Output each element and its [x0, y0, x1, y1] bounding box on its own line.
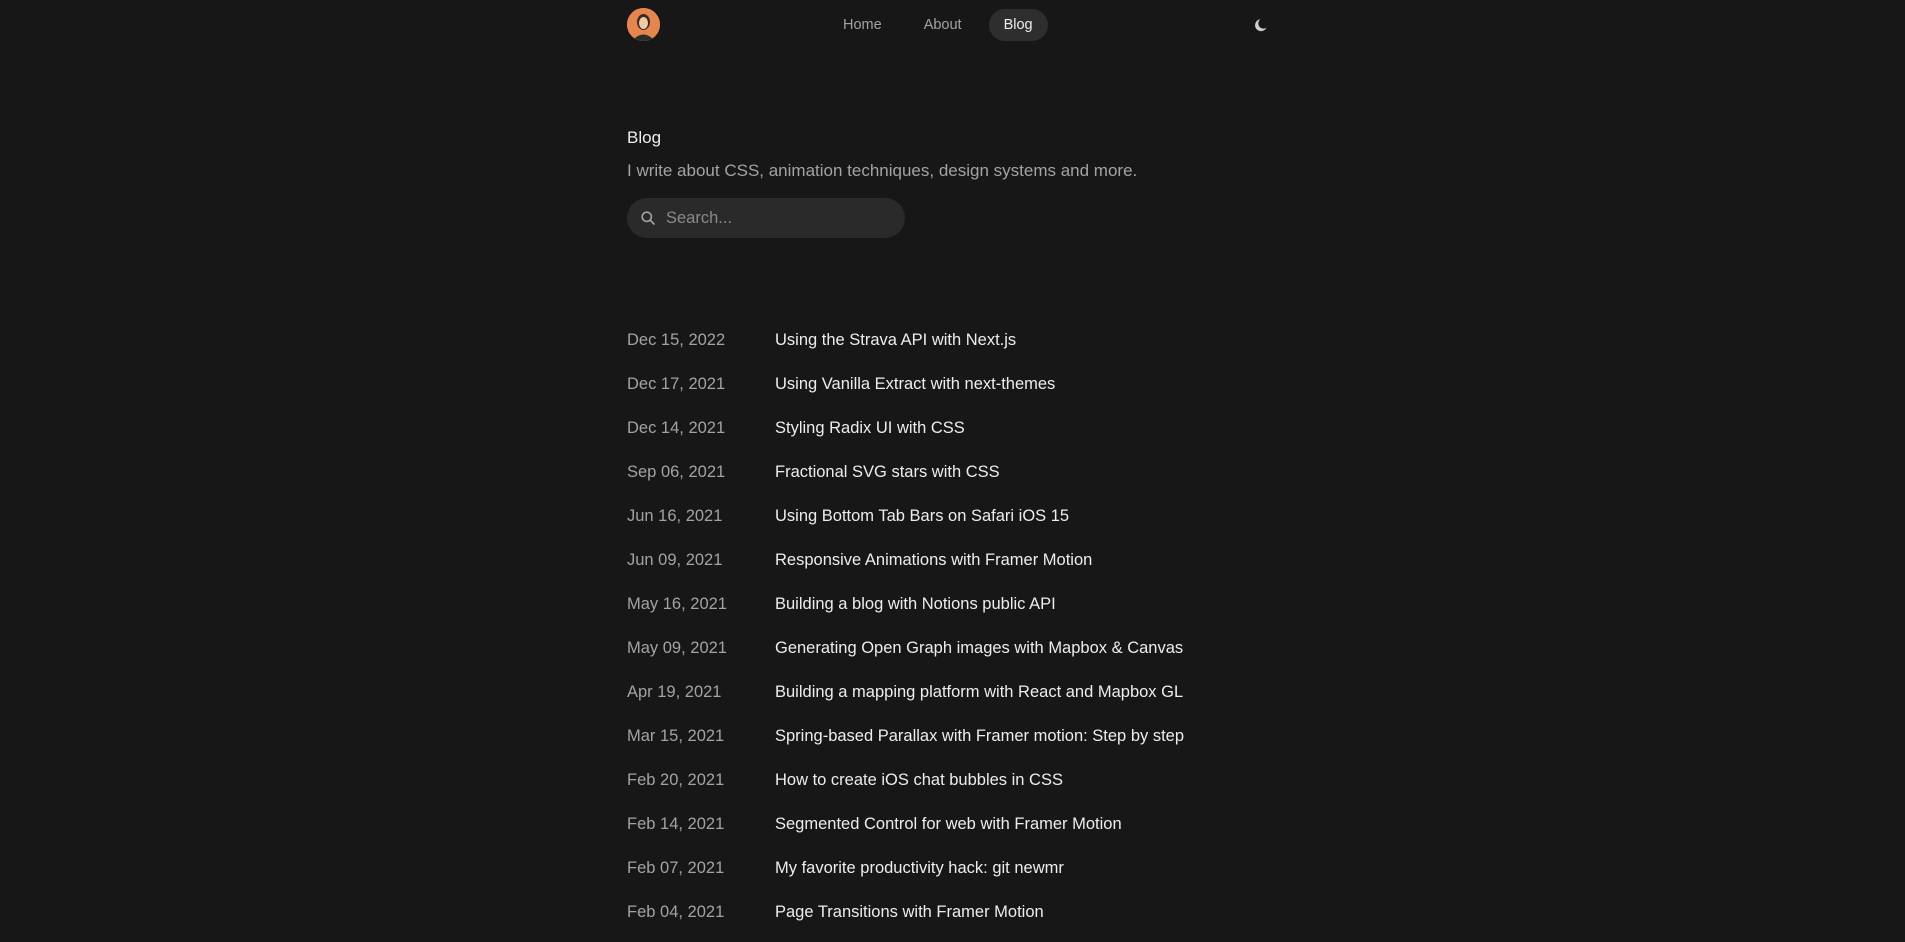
- moon-icon: [1252, 15, 1272, 35]
- post-title-link[interactable]: Using Vanilla Extract with next-themes: [775, 374, 1056, 393]
- post-row[interactable]: [627, 670, 1273, 714]
- post-title-link[interactable]: Building a blog with Notions public API: [775, 594, 1056, 613]
- post-title-link[interactable]: Spring-based Parallax with Framer motion: Step by step: [775, 726, 1185, 745]
- post-date: Sep 06, 2021: [627, 462, 726, 481]
- post-title-link[interactable]: My favorite productivity hack: git newmr: [775, 858, 1064, 877]
- main-nav: [828, 9, 1048, 41]
- post-date: Dec 17, 2021: [627, 374, 726, 393]
- post-row[interactable]: [627, 406, 1273, 450]
- search-icon: [640, 210, 656, 226]
- post-title-link[interactable]: Generating Open Graph images with Mapbox & Canvas: [775, 638, 1184, 657]
- post-title-link[interactable]: Page Transitions with Framer Motion: [775, 902, 1044, 921]
- post-title-link[interactable]: Using the Strava API with Next.js: [775, 330, 1017, 349]
- avatar-portrait-icon: [627, 8, 660, 41]
- post-title-link[interactable]: How to create iOS chat bubbles in CSS: [775, 770, 1063, 789]
- post-row[interactable]: [627, 362, 1273, 406]
- post-row[interactable]: [627, 450, 1273, 494]
- theme-toggle-button[interactable]: [1252, 15, 1272, 35]
- post-title-link[interactable]: Styling Radix UI with CSS: [775, 418, 965, 437]
- post-date: Feb 14, 2021: [627, 814, 725, 833]
- post-title-link[interactable]: Using Bottom Tab Bars on Safari iOS 15: [775, 506, 1070, 525]
- post-title-link[interactable]: Segmented Control for web with Framer Motion: [775, 814, 1122, 833]
- post-date: Mar 15, 2021: [627, 726, 725, 745]
- post-row[interactable]: [627, 846, 1273, 890]
- avatar[interactable]: [627, 8, 660, 41]
- post-row[interactable]: [627, 714, 1273, 758]
- page-title: Blog: [627, 128, 662, 147]
- site-header: [627, 0, 1273, 50]
- content-container: [627, 0, 1273, 921]
- post-row[interactable]: [627, 890, 1273, 934]
- post-date: Dec 14, 2021: [627, 418, 726, 437]
- nav-item-about[interactable]: About: [923, 17, 962, 33]
- post-date: Feb 07, 2021: [627, 858, 725, 877]
- post-row[interactable]: [627, 802, 1273, 846]
- post-row[interactable]: [627, 626, 1273, 670]
- post-row[interactable]: [627, 318, 1273, 362]
- post-row[interactable]: [627, 582, 1273, 626]
- post-row[interactable]: [627, 538, 1273, 582]
- post-row[interactable]: [627, 758, 1273, 802]
- post-date: Apr 19, 2021: [627, 682, 722, 701]
- post-date: May 16, 2021: [627, 594, 727, 613]
- post-title-link[interactable]: Building a mapping platform with React and Mapbox GL: [775, 682, 1184, 701]
- post-row[interactable]: [627, 494, 1273, 538]
- post-date: Jun 16, 2021: [627, 506, 723, 525]
- nav-item-blog[interactable]: Blog: [989, 9, 1048, 41]
- post-date: Dec 15, 2022: [627, 330, 726, 349]
- post-title-link[interactable]: Responsive Animations with Framer Motion: [775, 550, 1093, 569]
- post-list: [627, 318, 1273, 934]
- nav-item-home[interactable]: Home: [843, 17, 882, 33]
- post-title-link[interactable]: Fractional SVG stars with CSS: [775, 462, 1000, 481]
- page-description: I write about CSS, animation techniques, design systems and more.: [627, 161, 1138, 180]
- search-input[interactable]: [664, 208, 888, 229]
- post-date: Feb 20, 2021: [627, 770, 725, 789]
- search-box: [627, 198, 905, 238]
- post-date: Feb 04, 2021: [627, 902, 725, 921]
- post-date: May 09, 2021: [627, 638, 727, 657]
- post-date: Jun 09, 2021: [627, 550, 723, 569]
